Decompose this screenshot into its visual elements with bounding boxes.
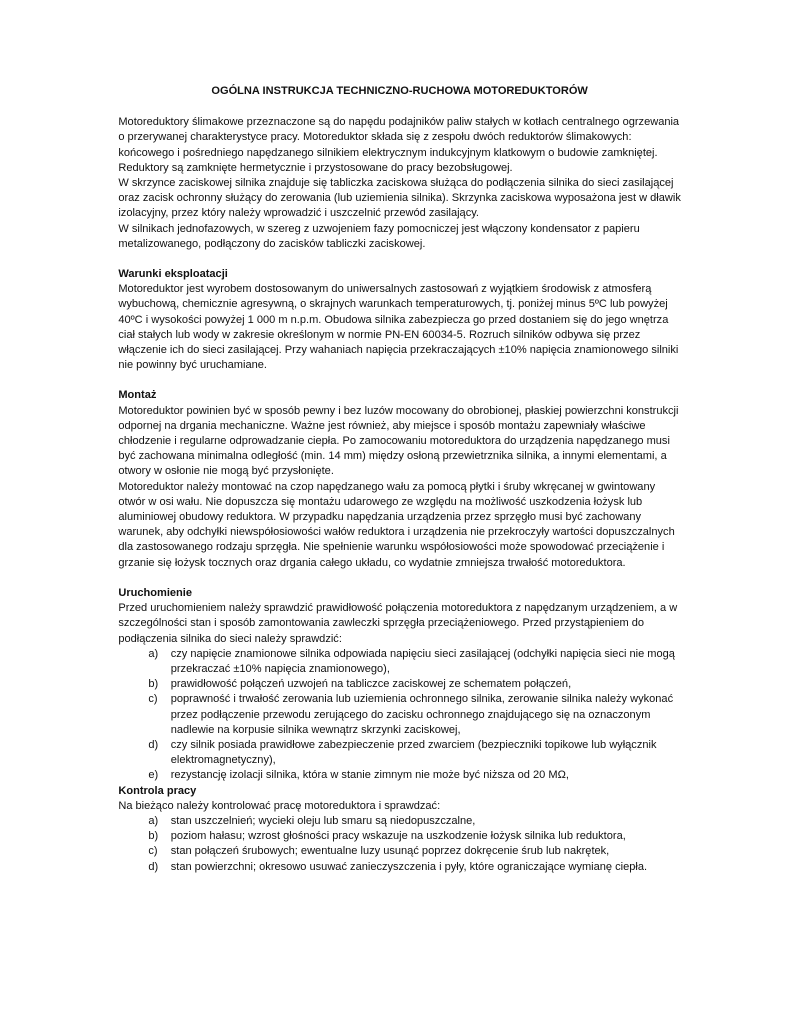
list-item-text: stan połączeń śrubowych; ewentualne luzy usunąć poprzez dokręcenie śrub lub nakrętek,: [170, 845, 610, 858]
list-item-text: stan powierzchni; okresowo usuwać zanieczyszczenia i pyły, które ograniczające wymianę ciepła.: [170, 860, 648, 873]
list-item: [118, 844, 681, 859]
montaz-heading: Montaż: [118, 389, 157, 402]
list-item-label: d): [148, 860, 159, 873]
list-item: [118, 692, 681, 738]
list-item: [118, 860, 681, 875]
list-item-label: b): [148, 830, 159, 843]
intro-section: [118, 115, 681, 252]
uruchomienie-section: [118, 586, 681, 784]
uruchomienie-paragraph: Przed uruchomieniem należy sprawdzić prawidłowość połączenia motoreduktora z napędzanym urządzeniem, a w szczególności stan i sposób zamontowania zawleczki sprzęgła przeciążeniowego. Przed przystąpieniem do podłączenia silnika do sieci należy sprawdzić:: [118, 602, 678, 645]
list-item-text: poprawność i trwałość zerowania lub uziemienia ochronnego silnika, zerowanie silnika należy wykonać przez podłączenie przewodu zerującego do zacisku ochronnego znajdującego się na oznaczonym nadlewie na korpusie silnika wewnątrz skrzynki zaciskowej,: [170, 693, 674, 736]
list-item: [118, 829, 681, 844]
kontrola-paragraph: Na bieżąco należy kontrolować pracę motoreduktora i sprawdzać:: [118, 799, 441, 812]
list-item-label: a): [148, 647, 159, 660]
kontrola-section: [118, 784, 681, 875]
list-item-label: b): [148, 678, 159, 691]
list-item-label: e): [148, 769, 159, 782]
warunki-heading: Warunki eksploatacji: [118, 268, 228, 281]
list-item-text: stan uszczelnień; wycieki oleju lub smaru są niedopuszczalne,: [170, 814, 476, 827]
list-item: [118, 814, 681, 829]
list-item-text: rezystancję izolacji silnika, która w stanie zimnym nie może być niższa od 20 MΩ,: [170, 769, 569, 782]
list-item: [118, 768, 681, 783]
list-item-label: c): [148, 693, 158, 706]
list-item-text: poziom hałasu; wzrost głośności pracy wskazuje na uszkodzenie łożysk silnika lub reduktora,: [170, 830, 626, 843]
intro-paragraph: W silnikach jednofazowych, w szereg z uzwojeniem fazy pomocniczej jest włączony kondensator z papieru metalizowanego, podłączony do zacisków tabliczki zaciskowej.: [118, 222, 640, 250]
list-item-text: prawidłowość połączeń uzwojeń na tabliczce zaciskowej ze schematem połączeń,: [170, 678, 572, 691]
list-item: [118, 738, 681, 768]
intro-paragraph: Motoreduktory ślimakowe przeznaczone są do napędu podajników paliw stałych w kotłach centralnego ogrzewania o przerywanej charakterystyce pracy. Motoreduktor składa się z zespołu dwóch reduktorów ślimakowych: końcowego i pośredniego napędzanego silnikiem elektrycznym indukcyjnym klatkowym o budowie zamkniętej. Reduktory są zamknięte hermetycznie i przystosowane do pracy bezobsługowej.: [118, 116, 680, 174]
document-content: [118, 84, 681, 875]
list-item: [118, 647, 681, 677]
list-item-label: a): [148, 814, 159, 827]
montaz-paragraph: Motoreduktor powinien być w sposób pewny i bez luzów mocowany do obrobionej, płaskiej powierzchni konstrukcji odpornej na drgania mechaniczne. Ważne jest również, aby miejsce i sposób montażu zapewniały właściwe chłodzenie i regularne odprowadzanie ciepła. Po zamocowaniu motoreduktora do urządzenia napędzanego musi być zachowana minimalna odległość (min. 14 mm) między osłoną przewietrznika silnika, a innymi elementami, a otwory w osłonie nie mogą być przysłonięte.: [118, 404, 679, 478]
kontrola-heading: Kontrola pracy: [118, 784, 197, 797]
intro-paragraph: W skrzynce zaciskowej silnika znajduje się tabliczka zaciskowa służąca do podłączenia silnika do sieci zasilającej oraz zacisk ochronny służący do zerowania (lub uziemienia silnika). Skrzynka zaciskowa wyposażona jest w dławik izolacyjny, przez który należy wprowadzić i uszczelnić przewód zasilający.: [118, 177, 681, 220]
kontrola-checklist: [118, 814, 681, 875]
uruchomienie-heading: Uruchomienie: [118, 586, 193, 599]
uruchomienie-checklist: [118, 647, 681, 784]
warunki-section: [118, 267, 681, 373]
document-title: OGÓLNA INSTRUKCJA TECHNICZNO-RUCHOWA MOTOREDUKTORÓW: [211, 85, 588, 97]
list-item-label: d): [148, 738, 159, 751]
warunki-paragraph: Motoreduktor jest wyrobem dostosowanym do uniwersalnych zastosowań z wyjątkiem środowisk z atmosferą wybuchową, chemicznie agresywną, o skrajnych warunkach temperaturowych, tj. poniżej minus 5ºC lub powyżej 40ºC i wysokości powyżej 1 000 m n.p.m. Obudowa silnika zabezpiecza go przed dostaniem się do jego wnętrza ciał stałych lub wody w zakresie określonym w normie PN-EN 60034-5. Rozruch silników odbywa się przez włączenie ich do sieci zasilającej. Przy wahaniach napięcia przekraczających ±10% napięcia znamionowego silniki nie powinny być uruchamiane.: [118, 283, 679, 372]
list-item: [118, 677, 681, 692]
list-item-text: czy silnik posiada prawidłowe zabezpieczenie przed zwarciem (bezpieczniki topikowe lub wyłącznik elektromagnetyczny),: [170, 738, 657, 767]
montaz-section: [118, 388, 681, 570]
list-item-label: c): [148, 845, 158, 858]
montaz-paragraph: Motoreduktor należy montować na czop napędzanego wału za pomocą płytki i śruby wkręcanej w gwintowany otwór w osi wału. Nie dopuszcza się montażu udarowego ze względu na możliwość uszkodzenia łożysk lub aluminiowej obudowy reduktora. W przypadku napędzania urządzenia przez sprzęgło musi być zachowany warunek, aby odchyłki niewspółosiowości wałów reduktora i urządzenia nie przekroczyły wartości dopuszczalnych dla zastosowanego rodzaju sprzęgła. Nie spełnienie warunku współosiowości może spowodować przeciążenie i grzanie się łożysk tocznych oraz drgania całego układu, co wydatnie zmniejsza trwałość motoreduktora.: [118, 480, 675, 569]
list-item-text: czy napięcie znamionowe silnika odpowiada napięciu sieci zasilającej (odchyłki napięcia sieci nie mogą przekraczać ±10% napięcia znamionowego),: [170, 647, 675, 675]
